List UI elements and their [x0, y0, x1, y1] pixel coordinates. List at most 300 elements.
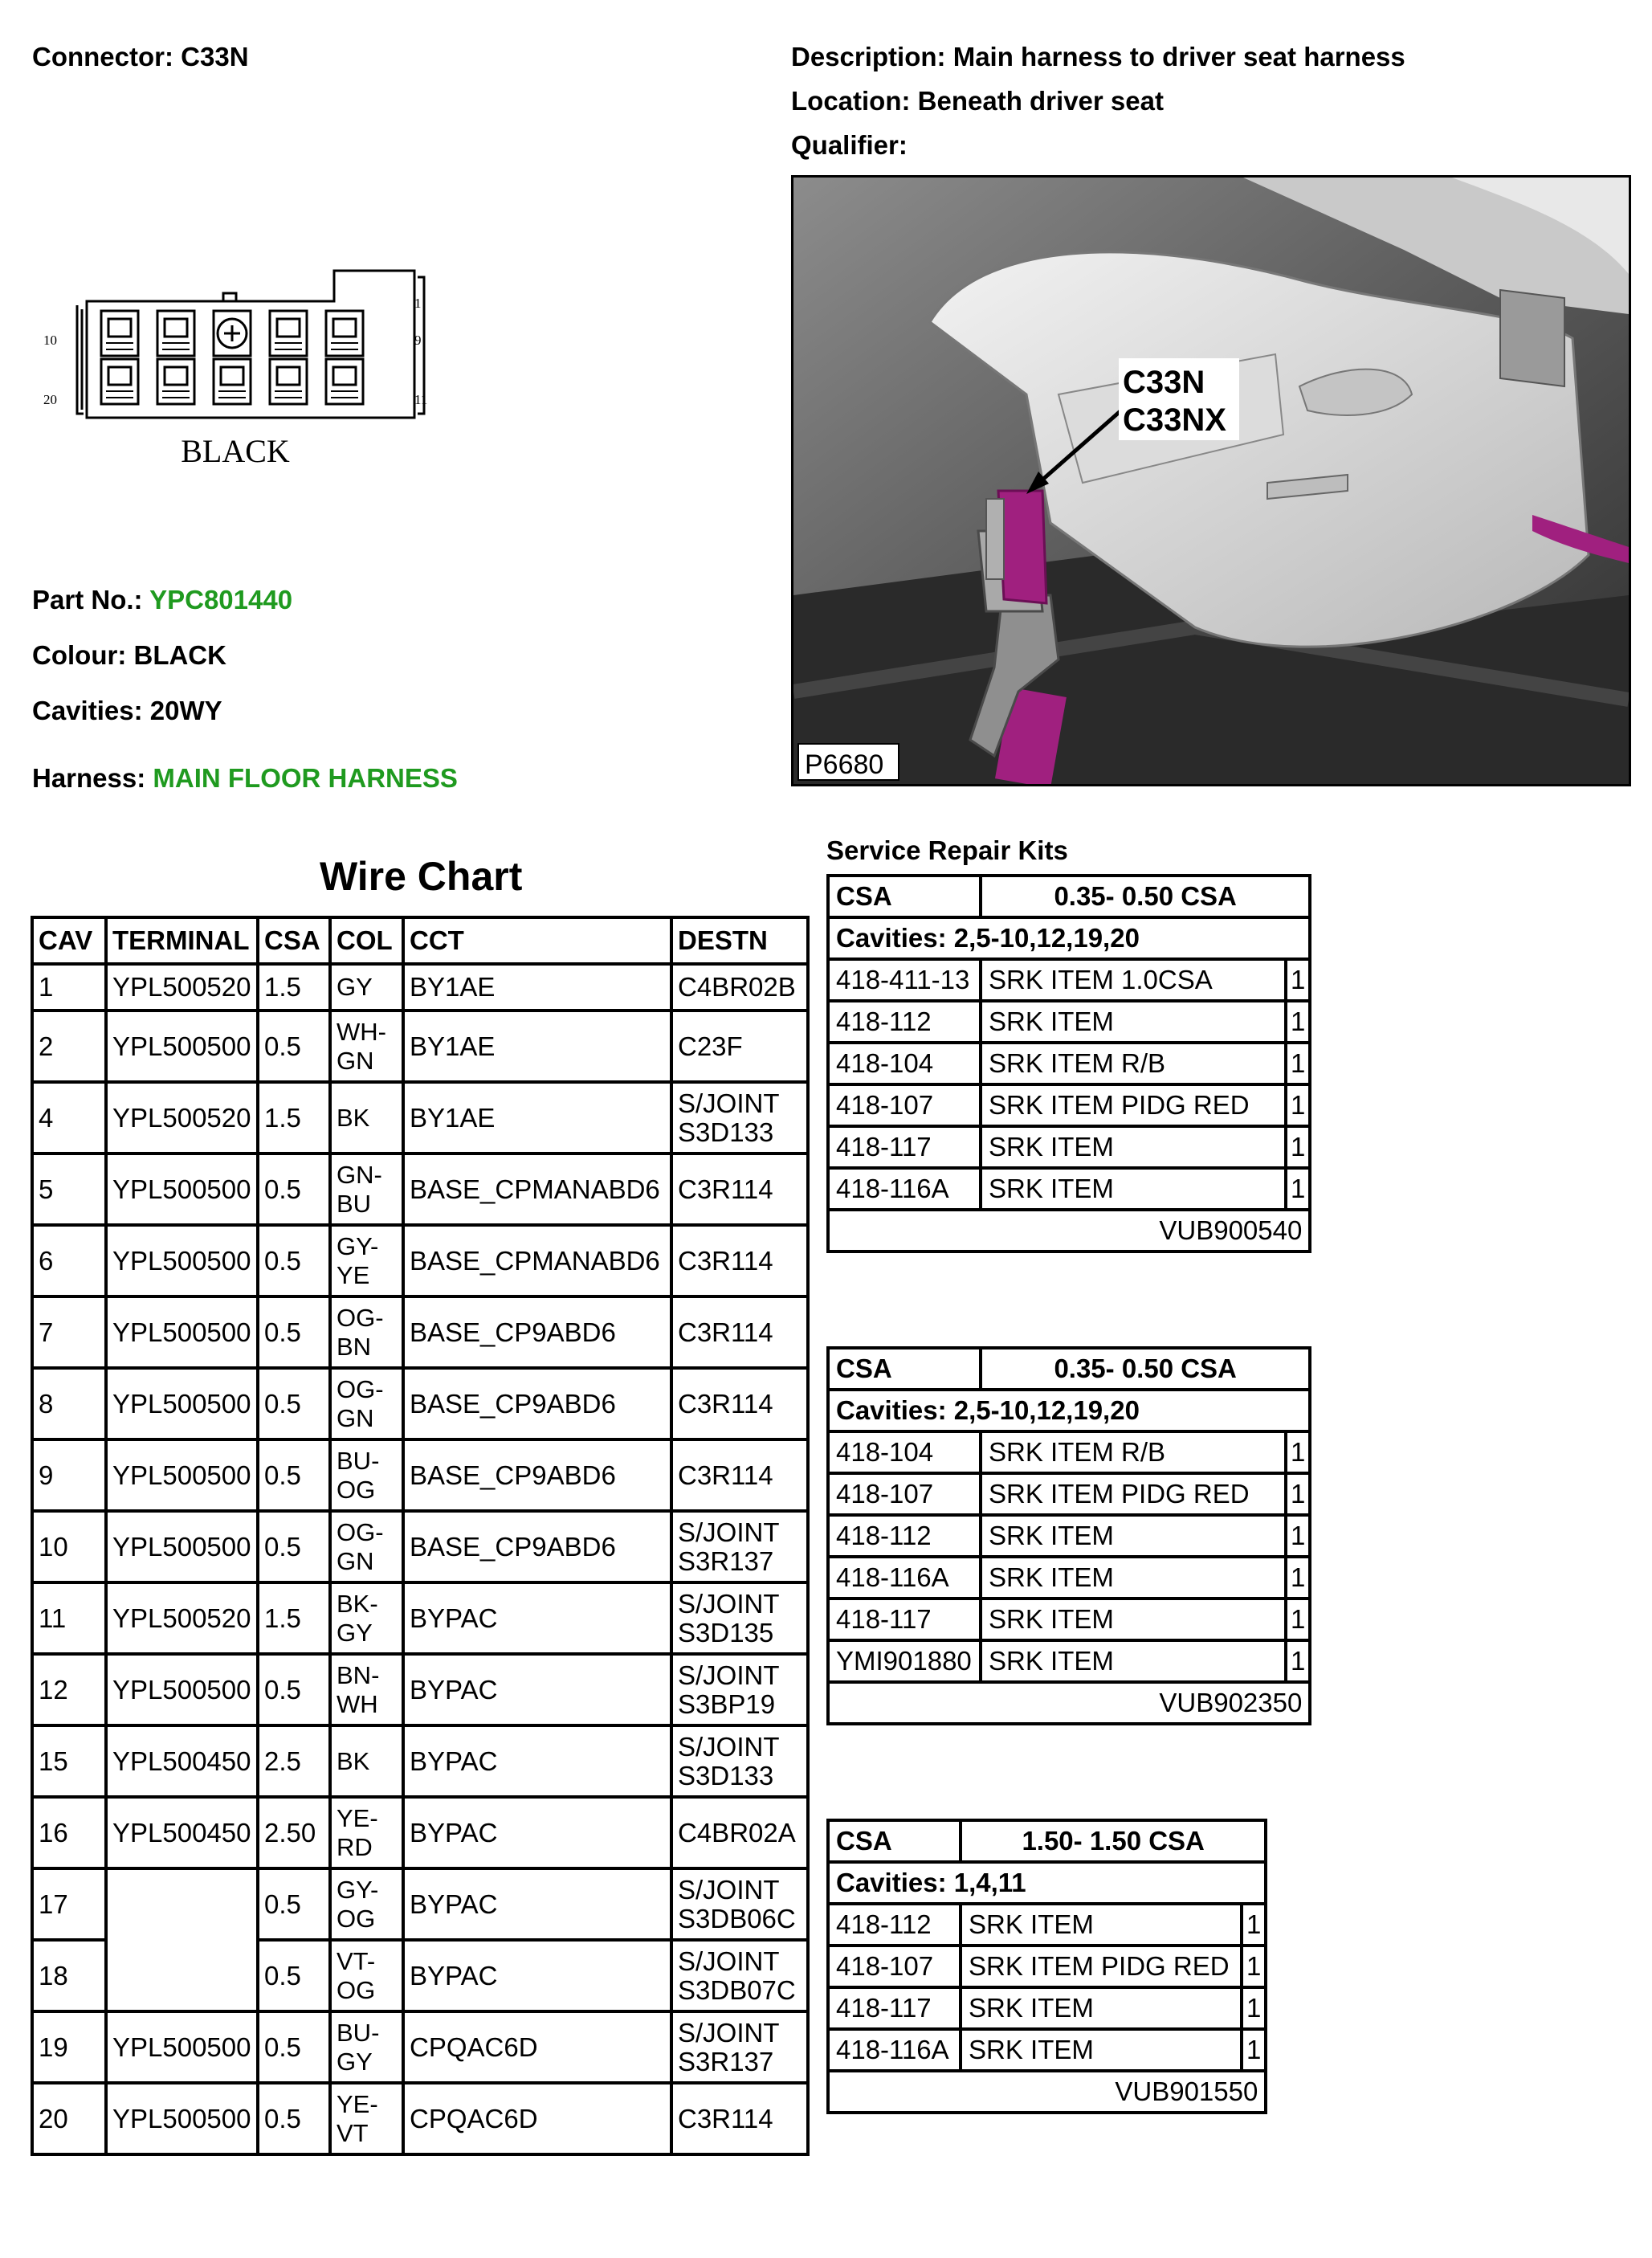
cell-cav: [32, 2083, 106, 2154]
location-line: [791, 86, 1164, 116]
connector-label: Connector:: [32, 42, 173, 71]
table-row: [32, 1296, 808, 1368]
cell-cct: [403, 1439, 671, 1511]
wire-chart-title: Wire Chart: [320, 854, 523, 899]
cell-csa: [258, 964, 330, 1011]
cell-csa: [258, 1225, 330, 1296]
description-line: [791, 42, 1405, 72]
srk-csa-value: 0.35- 0.50 CSA: [981, 876, 1310, 917]
cavities-value: 20WY: [149, 696, 222, 725]
cell-text: 19: [39, 2031, 68, 2062]
cell-text: 8: [39, 1388, 54, 1419]
table-row: [32, 1511, 808, 1582]
srk-cavities: Cavities: 2,5-10,12,19,20: [828, 1390, 1310, 1431]
srk-item-description: SRK ITEM: [981, 1640, 1286, 1682]
cell-text: BASE_CPMANABD6: [410, 1174, 660, 1204]
pin-label-10: 10: [43, 333, 57, 348]
cell-terminal: [106, 1082, 258, 1153]
cell-terminal: [106, 1296, 258, 1368]
pin-label-20: 20: [43, 392, 57, 407]
cell-col: [330, 1082, 403, 1153]
cell-text: CPQAC6D: [410, 2031, 538, 2062]
cell-text: BYPAC: [410, 1674, 498, 1705]
cell-text: S3R137: [678, 1545, 774, 1576]
srk-part-number: YMI901880: [828, 1640, 981, 1682]
cell-text: GY-: [337, 1875, 379, 1904]
cell-csa: [258, 1868, 330, 1940]
cell-text: 0.5: [264, 1960, 301, 1991]
cavities-line: [32, 696, 222, 726]
cell-text: OG-: [337, 1303, 384, 1332]
srk-item-row: [828, 1599, 1310, 1640]
cell-destn: [671, 1296, 808, 1368]
part-label: Part No.:: [32, 585, 143, 615]
srk-item-description: SRK ITEM PIDG RED: [961, 1946, 1242, 1987]
cell-text: BU-: [337, 2018, 380, 2047]
cell-text: BYPAC: [410, 1746, 498, 1776]
cell-text: YPL500500: [112, 1317, 251, 1347]
srk-part-number: 418-117: [828, 1599, 981, 1640]
cell-text: GN: [337, 1546, 374, 1575]
cell-text: VT-: [337, 1946, 376, 1975]
cell-destn: [671, 1011, 808, 1082]
srk-part-number: 418-112: [828, 1515, 981, 1557]
cell-text: WH-: [337, 1017, 386, 1046]
cell-csa: [258, 2011, 330, 2083]
srk-part-number: 418-116A: [828, 1168, 981, 1210]
cell-text: S3D135: [678, 1617, 774, 1648]
cell-text: YE-: [337, 1803, 378, 1832]
cell-cct: [403, 1582, 671, 1654]
cell-text: C3R114: [678, 2103, 773, 2133]
harness-label: Harness:: [32, 763, 146, 793]
cell-text: S3D133: [678, 1117, 774, 1147]
cell-text: S/JOINT: [678, 1088, 780, 1118]
cell-destn: [671, 1725, 808, 1797]
srk-item-quantity: 1: [1286, 1126, 1310, 1168]
cell-text: 1.5: [264, 1603, 301, 1633]
cell-text: YPL500500: [112, 1031, 251, 1061]
table-row: [32, 1225, 808, 1296]
cell-col: [330, 1296, 403, 1368]
cell-cct: [403, 1225, 671, 1296]
cell-cct: [403, 1725, 671, 1797]
cell-col: [330, 1439, 403, 1511]
cell-cav: [32, 1868, 106, 1940]
cell-text: GY: [337, 973, 373, 1001]
cell-cav: [32, 1011, 106, 1082]
cell-cav: [32, 1797, 106, 1868]
cell-text: 0.5: [264, 1460, 301, 1490]
cell-text: BU-: [337, 1446, 380, 1475]
part-number-link[interactable]: YPC801440: [149, 585, 293, 615]
cell-destn: [671, 1225, 808, 1296]
cavities-label: Cavities:: [32, 696, 143, 725]
cell-text: 5: [39, 1174, 54, 1204]
cell-destn: [671, 1439, 808, 1511]
srk-csa-label: CSA: [828, 876, 981, 917]
cell-text: BN-: [337, 1660, 380, 1689]
diagram-colour-label: BLACK: [181, 433, 290, 469]
srk-item-row: [828, 1987, 1266, 2029]
cell-cct: [403, 1654, 671, 1725]
srk-part-number: 418-107: [828, 1946, 961, 1987]
cell-cct: [403, 2083, 671, 2154]
srk-item-description: SRK ITEM PIDG RED: [981, 1473, 1286, 1515]
table-row: [32, 1082, 808, 1153]
cell-text: 1: [39, 972, 54, 1002]
srk-item-quantity: 1: [1242, 1987, 1266, 2029]
cell-text: S/JOINT: [678, 1588, 780, 1619]
cell-col: [330, 1225, 403, 1296]
srk-item-quantity: 1: [1286, 1001, 1310, 1043]
cell-col: [330, 1654, 403, 1725]
cell-text: 17: [39, 1888, 68, 1919]
cell-text: S3DB07C: [678, 1974, 796, 2005]
srk-item-row: [828, 1043, 1310, 1084]
cell-cav: [32, 1225, 106, 1296]
cell-destn: [671, 2083, 808, 2154]
cell-text: YPL500500: [112, 1531, 251, 1562]
photo-callout-c33nx: C33NX: [1123, 402, 1226, 438]
srk-item-description: SRK ITEM: [961, 1987, 1242, 2029]
cell-text: BK: [337, 1746, 370, 1775]
pin-label-1: 1: [414, 296, 422, 311]
cell-csa: [258, 1153, 330, 1225]
cell-text: YPL500520: [112, 972, 251, 1002]
cell-text: 0.5: [264, 1174, 301, 1204]
cell-text: OG-: [337, 1517, 384, 1546]
srk-table: [826, 1346, 1311, 1725]
cell-text: BK-: [337, 1589, 378, 1618]
cell-text: YPL500500: [112, 1174, 251, 1204]
srk-item-quantity: 1: [1286, 1515, 1310, 1557]
srk-item-quantity: 1: [1242, 1946, 1266, 1987]
cell-destn: [671, 1868, 808, 1940]
srk-kit-number: VUB902350: [828, 1682, 1310, 1724]
cell-terminal: [106, 1582, 258, 1654]
srk-item-quantity: 1: [1286, 959, 1310, 1001]
part-number-line: [32, 585, 292, 615]
cell-text: YPL500500: [112, 1245, 251, 1276]
cell-text: YPL500520: [112, 1603, 251, 1633]
cell-cav: [32, 1654, 106, 1725]
cell-text: 0.5: [264, 1245, 301, 1276]
srk-part-number: 418-117: [828, 1126, 981, 1168]
cell-csa: [258, 1011, 330, 1082]
cell-cav: [32, 1582, 106, 1654]
cell-cct: [403, 1011, 671, 1082]
cell-text: 1.5: [264, 1102, 301, 1133]
cell-cct: [403, 1368, 671, 1439]
cell-text: BN: [337, 1332, 372, 1361]
cell-text: C4BR02B: [678, 972, 796, 1002]
cell-text: 6: [39, 1245, 54, 1276]
cell-text: S/JOINT: [678, 1660, 780, 1690]
srk-table: [826, 874, 1311, 1253]
srk-item-quantity: 1: [1286, 1557, 1310, 1599]
srk-item-description: SRK ITEM: [981, 1168, 1286, 1210]
table-row: [32, 1582, 808, 1654]
cell-text: GN: [337, 1403, 374, 1432]
cell-text: S/JOINT: [678, 1517, 780, 1547]
qualifier-line: [791, 130, 908, 161]
srk-part-number: 418-107: [828, 1084, 981, 1126]
table-row: [32, 1868, 808, 1940]
srk-item-row: [828, 959, 1310, 1001]
cell-text: GY: [337, 1618, 373, 1647]
location-value: Beneath driver seat: [917, 86, 1164, 116]
cell-text: CPQAC6D: [410, 2103, 538, 2133]
connector-heading: [32, 42, 249, 72]
cell-text: WH: [337, 1689, 378, 1718]
cell-cct: [403, 1511, 671, 1582]
cell-text: BU: [337, 1189, 372, 1218]
cell-cav: [32, 1153, 106, 1225]
cell-text: S3BP19: [678, 1688, 776, 1719]
cell-text: RD: [337, 1832, 373, 1861]
srk-item-row: [828, 2029, 1266, 2071]
cell-destn: [671, 1153, 808, 1225]
cell-text: BASE_CPMANABD6: [410, 1245, 660, 1276]
cell-cav: [32, 1082, 106, 1153]
cell-text: C3R114: [678, 1460, 773, 1490]
cell-text: BK: [337, 1103, 370, 1132]
cell-terminal: [106, 1797, 258, 1868]
cell-text: 4: [39, 1102, 54, 1133]
srk-part-number: 418-117: [828, 1987, 961, 2029]
cell-csa: [258, 1511, 330, 1582]
cell-csa: [258, 2083, 330, 2154]
srk-item-quantity: 1: [1242, 1904, 1266, 1946]
cell-text: YE: [337, 1260, 370, 1289]
cell-col: [330, 1582, 403, 1654]
cell-destn: [671, 1654, 808, 1725]
cell-terminal: [106, 1654, 258, 1725]
cell-destn: [671, 1940, 808, 2011]
cell-text: OG-: [337, 1374, 384, 1403]
cell-text: S/JOINT: [678, 1946, 780, 1976]
cell-text: S/JOINT: [678, 1731, 780, 1762]
srk-item-quantity: 1: [1242, 2029, 1266, 2071]
srk-cavities: Cavities: 2,5-10,12,19,20: [828, 917, 1310, 959]
cell-text: 0.5: [264, 1674, 301, 1705]
srk-csa-label: CSA: [828, 1348, 981, 1390]
cell-text: YPL500500: [112, 2103, 251, 2133]
photo-code: P6680: [805, 749, 884, 780]
cell-text: BASE_CP9ABD6: [410, 1460, 616, 1490]
srk-part-number: 418-411-13: [828, 959, 981, 1001]
cell-text: BY1AE: [410, 972, 496, 1002]
harness-link[interactable]: MAIN FLOOR HARNESS: [153, 763, 458, 793]
srk-kit-number: VUB901550: [828, 2071, 1266, 2113]
cell-text: OG: [337, 1975, 376, 2004]
cell-col: [330, 1868, 403, 1940]
table-row: [32, 1153, 808, 1225]
cell-text: YPL500500: [112, 1674, 251, 1705]
srk-part-number: 418-116A: [828, 2029, 961, 2071]
cell-cct: [403, 1153, 671, 1225]
srk-item-quantity: 1: [1286, 1084, 1310, 1126]
cell-col: [330, 964, 403, 1011]
cell-text: YPL500500: [112, 1388, 251, 1419]
srk-item-description: SRK ITEM: [981, 1126, 1286, 1168]
cell-text: YPL500450: [112, 1817, 251, 1848]
cell-text: YPL500450: [112, 1746, 251, 1776]
col-header-col: COL: [330, 917, 403, 964]
srk-csa-value: 1.50- 1.50 CSA: [961, 1820, 1266, 1862]
cell-csa: [258, 1368, 330, 1439]
cell-text: VT: [337, 2118, 369, 2147]
cell-text: 12: [39, 1674, 68, 1705]
srk-part-number: 418-107: [828, 1473, 981, 1515]
cell-text: BASE_CP9ABD6: [410, 1388, 616, 1419]
srk-item-description: SRK ITEM: [981, 1599, 1286, 1640]
cell-text: 10: [39, 1531, 68, 1562]
cell-col: [330, 1940, 403, 2011]
pin-label-11: 11: [414, 392, 428, 407]
cell-text: YPL500520: [112, 1102, 251, 1133]
cell-text: 9: [39, 1460, 54, 1490]
cell-text: BYPAC: [410, 1603, 498, 1633]
photo-callout-c33n: C33N: [1123, 365, 1205, 400]
srk-csa-label: CSA: [828, 1820, 961, 1862]
srk-kit-number: VUB900540: [828, 1210, 1310, 1251]
cell-col: [330, 1725, 403, 1797]
cell-text: S3DB06C: [678, 1903, 796, 1933]
cell-terminal: [106, 1511, 258, 1582]
connector-value: C33N: [181, 42, 249, 71]
cell-col: [330, 1011, 403, 1082]
table-row: [32, 1368, 808, 1439]
cell-cav: [32, 1725, 106, 1797]
cell-cct: [403, 2011, 671, 2083]
cell-text: BASE_CP9ABD6: [410, 1317, 616, 1347]
cell-text: OG: [337, 1475, 376, 1504]
col-header-terminal: TERMINAL: [106, 917, 258, 964]
srk-item-quantity: 1: [1286, 1640, 1310, 1682]
colour-line: [32, 640, 226, 671]
srk-item-description: SRK ITEM: [981, 1557, 1286, 1599]
cell-text: 20: [39, 2103, 68, 2133]
cell-text: 18: [39, 1960, 68, 1991]
cell-destn: [671, 1082, 808, 1153]
cell-text: 7: [39, 1317, 54, 1347]
cell-terminal: [106, 1011, 258, 1082]
srk-item-row: [828, 1946, 1266, 1987]
srk-item-description: SRK ITEM R/B: [981, 1431, 1286, 1473]
cell-csa: [258, 1582, 330, 1654]
cell-text: C3R114: [678, 1245, 773, 1276]
srk-table: [826, 1819, 1267, 2114]
srk-item-quantity: 1: [1286, 1043, 1310, 1084]
cell-cct: [403, 1296, 671, 1368]
cell-text: C3R114: [678, 1388, 773, 1419]
cell-cav: [32, 964, 106, 1011]
location-label: Location:: [791, 86, 911, 116]
cell-text: 1.5: [264, 972, 301, 1002]
cell-text: GY-: [337, 1231, 379, 1260]
cell-destn: [671, 1582, 808, 1654]
cell-text: GN-: [337, 1160, 382, 1189]
table-row: [32, 1011, 808, 1082]
cell-cav: [32, 1511, 106, 1582]
srk-item-row: [828, 1640, 1310, 1682]
table-row: [32, 1797, 808, 1868]
cell-text: 16: [39, 1817, 68, 1848]
cell-col: [330, 1368, 403, 1439]
description-value: Main harness to driver seat harness: [952, 42, 1405, 71]
cell-csa: [258, 1797, 330, 1868]
cell-text: 0.5: [264, 1388, 301, 1419]
cell-text: 0.5: [264, 2031, 301, 2062]
cell-cav: [32, 2011, 106, 2083]
cell-text: S/JOINT: [678, 1874, 780, 1905]
srk-item-row: [828, 1084, 1310, 1126]
cell-text: 11: [39, 1603, 67, 1633]
srk-item-description: SRK ITEM R/B: [981, 1043, 1286, 1084]
col-header-csa: CSA: [258, 917, 330, 964]
cell-csa: [258, 1439, 330, 1511]
srk-item-description: SRK ITEM PIDG RED: [981, 1084, 1286, 1126]
cell-text: BASE_CP9ABD6: [410, 1531, 616, 1562]
cell-text: S/JOINT: [678, 2017, 780, 2048]
srk-item-row: [828, 1126, 1310, 1168]
cell-col: [330, 2083, 403, 2154]
cell-csa: [258, 1725, 330, 1797]
srk-item-row: [828, 1473, 1310, 1515]
cell-terminal: [106, 2083, 258, 2154]
srk-item-row: [828, 1515, 1310, 1557]
cell-text: 2: [39, 1031, 54, 1061]
srk-part-number: 418-112: [828, 1001, 981, 1043]
cell-text: BYPAC: [410, 1817, 498, 1848]
cell-csa: [258, 1654, 330, 1725]
cell-text: C3R114: [678, 1174, 773, 1204]
description-label: Description:: [791, 42, 946, 71]
cell-cct: [403, 1868, 671, 1940]
cell-text: 0.5: [264, 2103, 301, 2133]
cell-terminal: [106, 1368, 258, 1439]
cell-text: 2.5: [264, 1746, 301, 1776]
cell-text: GN: [337, 1046, 374, 1075]
srk-part-number: 418-104: [828, 1431, 981, 1473]
cell-terminal: [106, 1153, 258, 1225]
qualifier-label: Qualifier:: [791, 130, 908, 160]
srk-item-description: SRK ITEM: [981, 1515, 1286, 1557]
cell-text: BYPAC: [410, 1888, 498, 1919]
cell-cav: [32, 1296, 106, 1368]
cell-text: 0.5: [264, 1031, 301, 1061]
cell-text: YPL500500: [112, 2031, 251, 2062]
cell-text: YPL500500: [112, 1460, 251, 1490]
cell-text: GY: [337, 2047, 373, 2076]
srk-item-row: [828, 1557, 1310, 1599]
cell-text: S3D133: [678, 1760, 774, 1790]
cell-text: 2.50: [264, 1817, 316, 1848]
table-row: [32, 2083, 808, 2154]
cell-destn: [671, 1797, 808, 1868]
srk-item-row: [828, 1168, 1310, 1210]
table-row: [32, 2011, 808, 2083]
srk-item-row: [828, 1904, 1266, 1946]
cell-terminal: [106, 1725, 258, 1797]
colour-label: Colour:: [32, 640, 127, 670]
col-header-cct: CCT: [403, 917, 671, 964]
location-photo: [791, 175, 1631, 786]
cell-terminal: [106, 1868, 258, 2011]
srk-item-quantity: 1: [1286, 1473, 1310, 1515]
